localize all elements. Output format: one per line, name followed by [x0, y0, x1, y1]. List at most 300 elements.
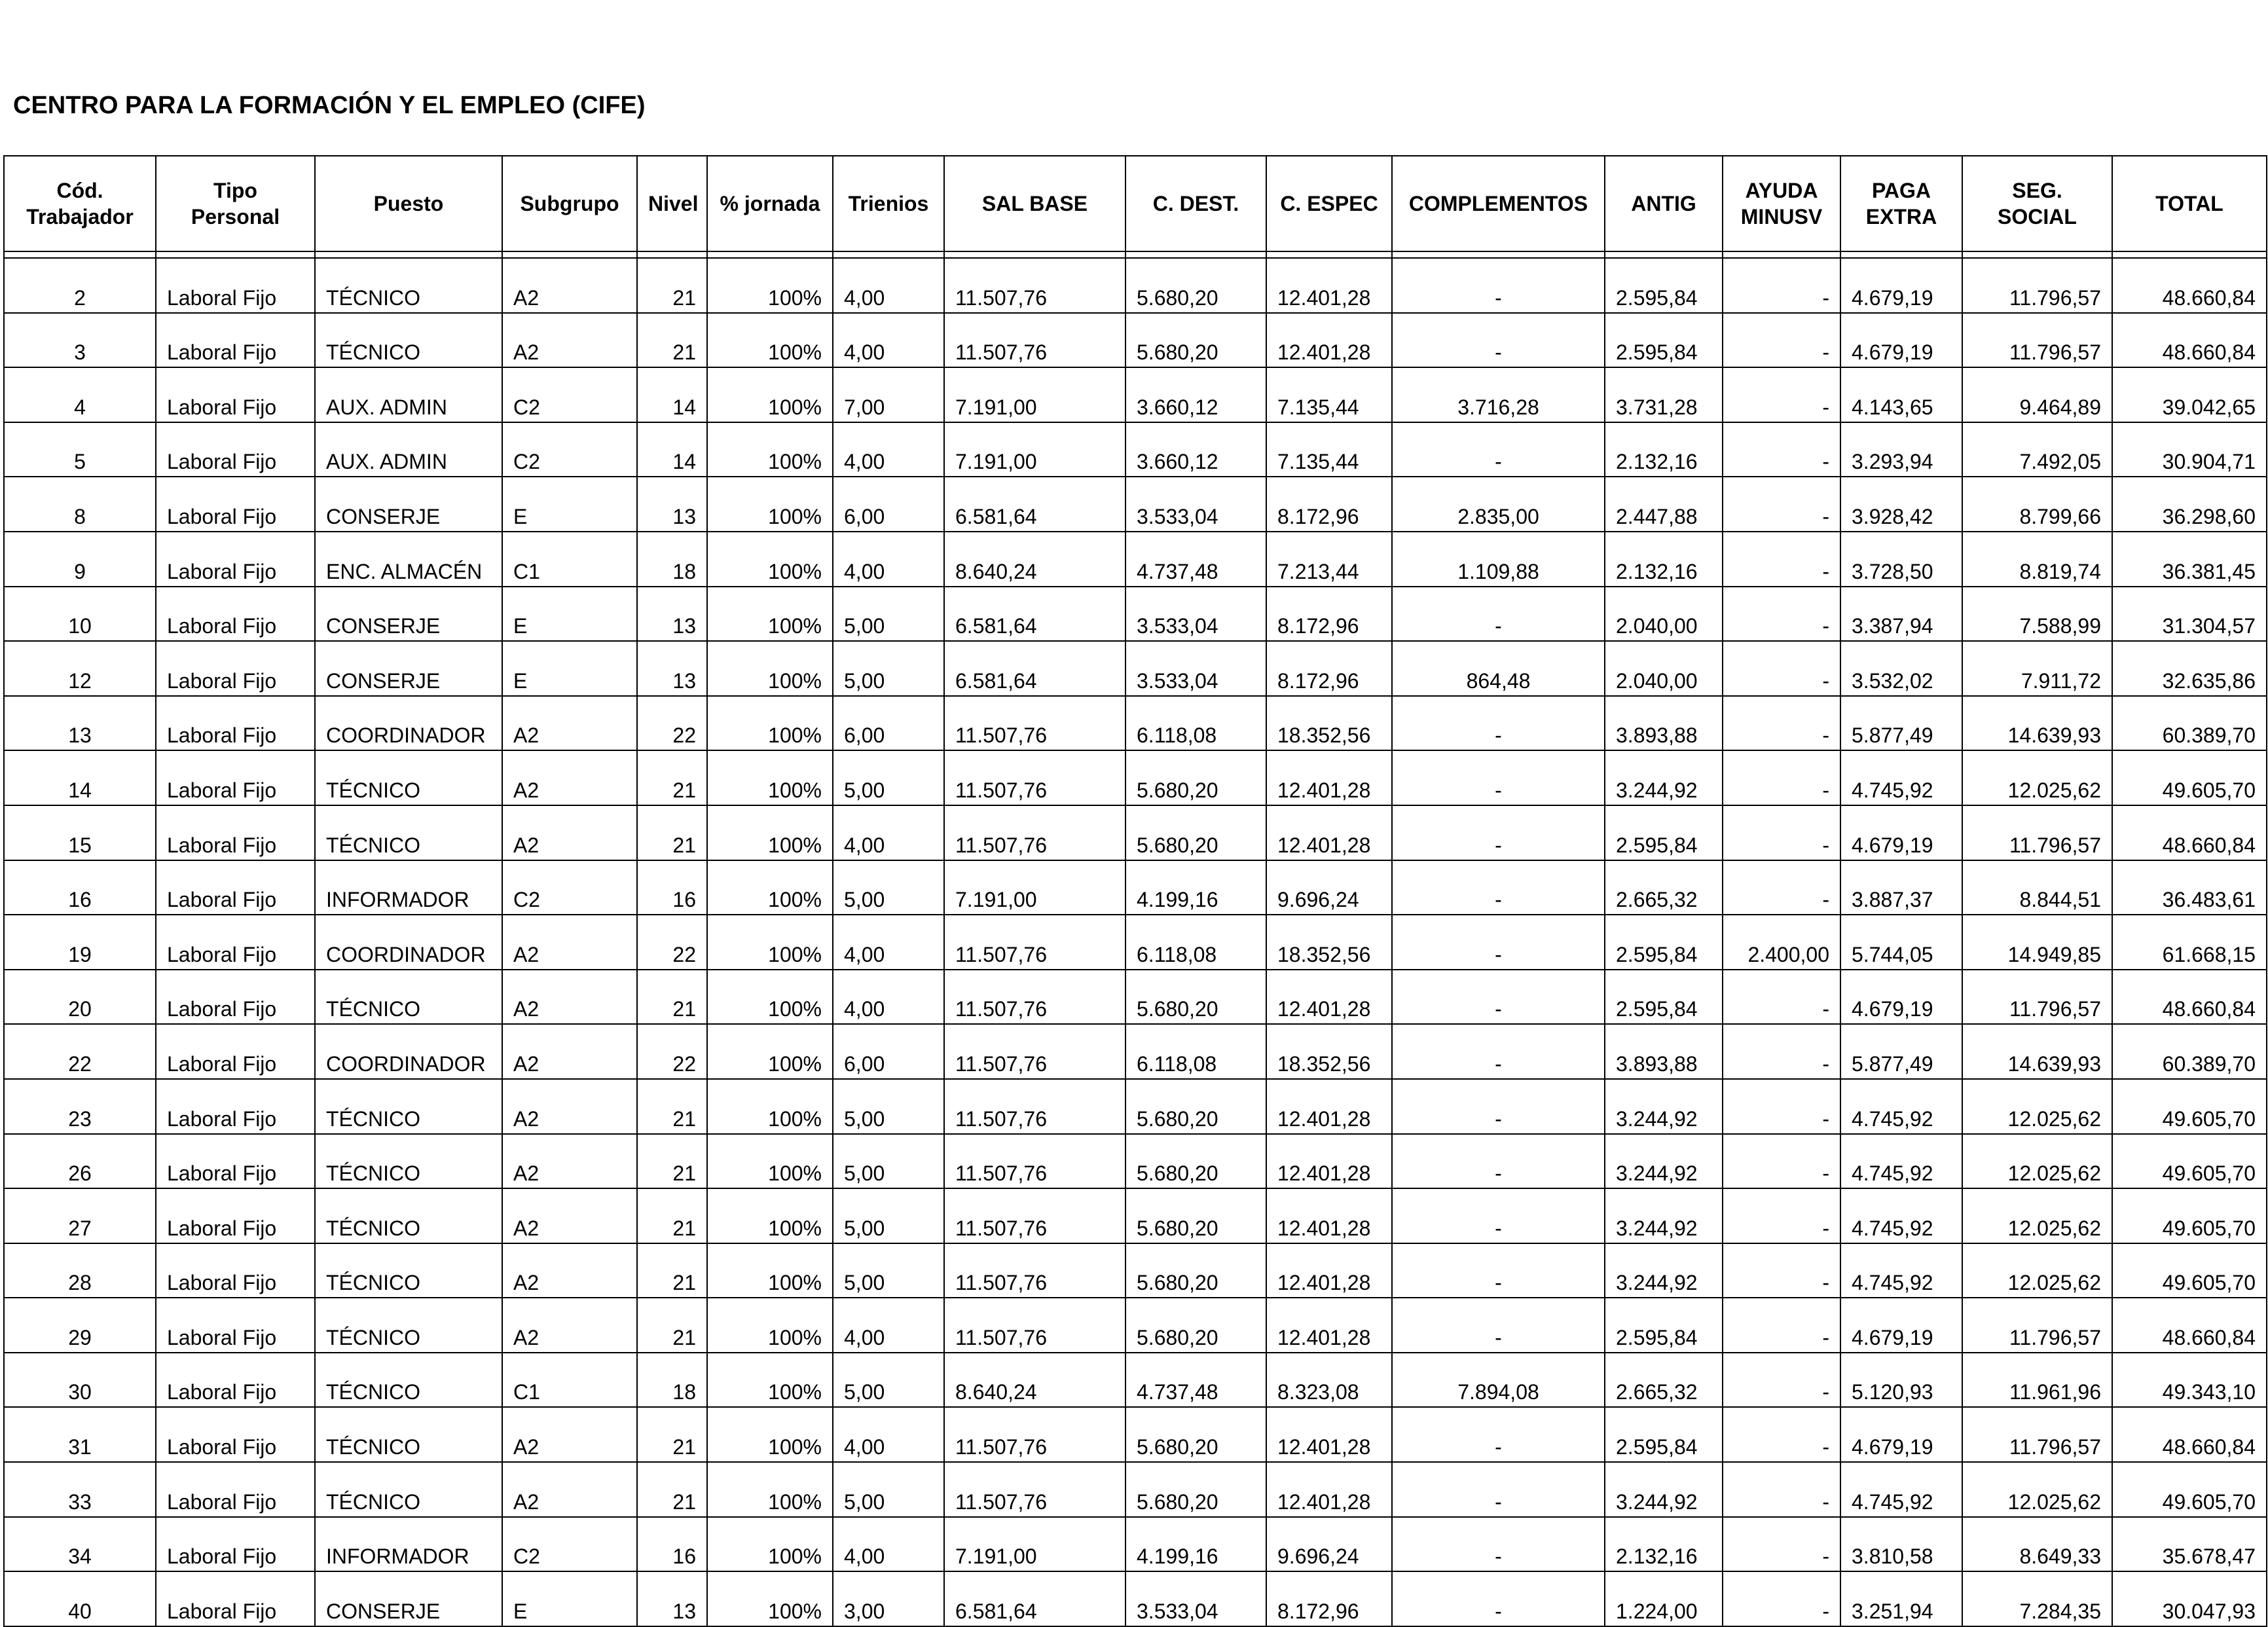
- cell-ayuda-minusv: -: [1723, 696, 1840, 751]
- cell-trienios: 4,00: [833, 422, 944, 477]
- cell-trienios: 7,00: [833, 367, 944, 422]
- cell-puesto: COORDINADOR: [315, 1024, 502, 1079]
- cell-antig: 3.731,28: [1605, 367, 1723, 422]
- cell-tipo-personal: Laboral Fijo: [156, 750, 315, 805]
- cell-sal-base: 11.507,76: [944, 258, 1125, 313]
- cell-ayuda-minusv: -: [1723, 1571, 1840, 1626]
- cell-c-espec: 12.401,28: [1266, 258, 1392, 313]
- cell-jornada: 100%: [707, 1188, 833, 1243]
- cell-sal-base: 11.507,76: [944, 1188, 1125, 1243]
- cell-c-espec: 12.401,28: [1266, 1243, 1392, 1298]
- cell-sal-base: 11.507,76: [944, 1243, 1125, 1298]
- cell-c-espec: 18.352,56: [1266, 1024, 1392, 1079]
- cell-c-espec: 7.135,44: [1266, 422, 1392, 477]
- cell-antig: 3.244,92: [1605, 1079, 1723, 1134]
- cell-nivel: 14: [637, 367, 707, 422]
- cell-antig: 2.132,16: [1605, 532, 1723, 587]
- cell-cod-trabajador: 13: [4, 696, 156, 751]
- cell-c-dest: 4.199,16: [1125, 1517, 1266, 1572]
- cell-seg-social: 14.949,85: [1962, 915, 2112, 970]
- cell-total: 32.635,86: [2112, 641, 2267, 696]
- cell-seg-social: 8.819,74: [1962, 532, 2112, 587]
- cell-puesto: TÉCNICO: [315, 1407, 502, 1462]
- cell-subgrupo: A2: [502, 1079, 637, 1134]
- header-spacer: [4, 251, 2267, 258]
- cell-tipo-personal: Laboral Fijo: [156, 1407, 315, 1462]
- cell-seg-social: 8.649,33: [1962, 1517, 2112, 1572]
- cell-c-dest: 5.680,20: [1125, 1134, 1266, 1189]
- col-header-total: TOTAL: [2112, 156, 2267, 251]
- cell-tipo-personal: Laboral Fijo: [156, 313, 315, 368]
- cell-subgrupo: A2: [502, 915, 637, 970]
- cell-complementos: -: [1392, 1407, 1605, 1462]
- cell-seg-social: 11.796,57: [1962, 805, 2112, 860]
- cell-jornada: 100%: [707, 1024, 833, 1079]
- cell-trienios: 6,00: [833, 696, 944, 751]
- cell-trienios: 5,00: [833, 587, 944, 642]
- cell-nivel: 13: [637, 641, 707, 696]
- cell-puesto: TÉCNICO: [315, 750, 502, 805]
- cell-c-espec: 12.401,28: [1266, 1134, 1392, 1189]
- cell-nivel: 21: [637, 805, 707, 860]
- cell-jornada: 100%: [707, 532, 833, 587]
- cell-nivel: 16: [637, 1517, 707, 1572]
- cell-puesto: CONSERJE: [315, 587, 502, 642]
- table-row: [4, 1079, 2267, 1134]
- cell-c-dest: 4.737,48: [1125, 532, 1266, 587]
- cell-jornada: 100%: [707, 1243, 833, 1298]
- cell-subgrupo: C1: [502, 1353, 637, 1408]
- cell-trienios: 5,00: [833, 641, 944, 696]
- cell-tipo-personal: Laboral Fijo: [156, 587, 315, 642]
- cell-paga-extra: 3.928,42: [1840, 477, 1962, 532]
- cell-antig: 2.595,84: [1605, 258, 1723, 313]
- cell-complementos: 7.894,08: [1392, 1353, 1605, 1408]
- cell-subgrupo: A2: [502, 258, 637, 313]
- cell-c-espec: 12.401,28: [1266, 1079, 1392, 1134]
- cell-cod-trabajador: 12: [4, 641, 156, 696]
- cell-nivel: 21: [637, 1407, 707, 1462]
- cell-nivel: 21: [637, 258, 707, 313]
- cell-ayuda-minusv: -: [1723, 860, 1840, 915]
- cell-tipo-personal: Laboral Fijo: [156, 1134, 315, 1189]
- cell-complementos: -: [1392, 1517, 1605, 1572]
- cell-antig: 3.244,92: [1605, 750, 1723, 805]
- cell-total: 36.381,45: [2112, 532, 2267, 587]
- col-header-complementos: COMPLEMENTOS: [1392, 156, 1605, 251]
- table-row: [4, 313, 2267, 368]
- cell-sal-base: 6.581,64: [944, 1571, 1125, 1626]
- cell-c-dest: 5.680,20: [1125, 805, 1266, 860]
- cell-subgrupo: A2: [502, 1407, 637, 1462]
- cell-cod-trabajador: 28: [4, 1243, 156, 1298]
- cell-subgrupo: A2: [502, 1024, 637, 1079]
- cell-c-espec: 12.401,28: [1266, 1407, 1392, 1462]
- cell-paga-extra: 3.532,02: [1840, 641, 1962, 696]
- cell-total: 48.660,84: [2112, 313, 2267, 368]
- cell-antig: 2.447,88: [1605, 477, 1723, 532]
- cell-antig: 2.595,84: [1605, 970, 1723, 1025]
- cell-puesto: CONSERJE: [315, 477, 502, 532]
- cell-ayuda-minusv: -: [1723, 805, 1840, 860]
- cell-c-espec: 12.401,28: [1266, 970, 1392, 1025]
- cell-c-dest: 5.680,20: [1125, 313, 1266, 368]
- table-row: [4, 258, 2267, 313]
- cell-ayuda-minusv: -: [1723, 258, 1840, 313]
- cell-puesto: INFORMADOR: [315, 860, 502, 915]
- cell-seg-social: 12.025,62: [1962, 1079, 2112, 1134]
- cell-c-dest: 5.680,20: [1125, 1243, 1266, 1298]
- cell-c-dest: 3.660,12: [1125, 367, 1266, 422]
- cell-nivel: 18: [637, 1353, 707, 1408]
- cell-nivel: 21: [637, 313, 707, 368]
- cell-ayuda-minusv: -: [1723, 1134, 1840, 1189]
- cell-complementos: -: [1392, 970, 1605, 1025]
- cell-cod-trabajador: 31: [4, 1407, 156, 1462]
- cell-c-espec: 18.352,56: [1266, 915, 1392, 970]
- cell-puesto: CONSERJE: [315, 1571, 502, 1626]
- cell-puesto: COORDINADOR: [315, 696, 502, 751]
- cell-jornada: 100%: [707, 313, 833, 368]
- table-row: [4, 1298, 2267, 1353]
- cell-seg-social: 11.796,57: [1962, 970, 2112, 1025]
- cell-complementos: -: [1392, 915, 1605, 970]
- cell-puesto: INFORMADOR: [315, 1517, 502, 1572]
- cell-nivel: 14: [637, 422, 707, 477]
- cell-total: 49.605,70: [2112, 1079, 2267, 1134]
- cell-trienios: 6,00: [833, 1024, 944, 1079]
- cell-paga-extra: 4.679,19: [1840, 1298, 1962, 1353]
- cell-ayuda-minusv: -: [1723, 1079, 1840, 1134]
- cell-sal-base: 11.507,76: [944, 1024, 1125, 1079]
- cell-tipo-personal: Laboral Fijo: [156, 1571, 315, 1626]
- col-header-ayuda-minusv: AYUDA MINUSV: [1723, 156, 1840, 251]
- table-row: [4, 1024, 2267, 1079]
- table-row: [4, 1134, 2267, 1189]
- cell-cod-trabajador: 40: [4, 1571, 156, 1626]
- cell-jornada: 100%: [707, 258, 833, 313]
- cell-seg-social: 7.492,05: [1962, 422, 2112, 477]
- cell-jornada: 100%: [707, 860, 833, 915]
- cell-antig: 3.893,88: [1605, 1024, 1723, 1079]
- cell-sal-base: 7.191,00: [944, 367, 1125, 422]
- cell-c-espec: 12.401,28: [1266, 313, 1392, 368]
- cell-subgrupo: A2: [502, 1298, 637, 1353]
- cell-paga-extra: 4.745,92: [1840, 1134, 1962, 1189]
- cell-complementos: 2.835,00: [1392, 477, 1605, 532]
- cell-complementos: 1.109,88: [1392, 532, 1605, 587]
- cell-jornada: 100%: [707, 1517, 833, 1572]
- cell-tipo-personal: Laboral Fijo: [156, 915, 315, 970]
- col-header-c-dest: C. DEST.: [1125, 156, 1266, 251]
- cell-ayuda-minusv: -: [1723, 970, 1840, 1025]
- cell-sal-base: 11.507,76: [944, 970, 1125, 1025]
- cell-cod-trabajador: 29: [4, 1298, 156, 1353]
- cell-paga-extra: 5.120,93: [1840, 1353, 1962, 1408]
- cell-paga-extra: 3.251,94: [1840, 1571, 1962, 1626]
- cell-subgrupo: A2: [502, 805, 637, 860]
- cell-subgrupo: C1: [502, 532, 637, 587]
- cell-puesto: TÉCNICO: [315, 1079, 502, 1134]
- cell-antig: 3.244,92: [1605, 1188, 1723, 1243]
- cell-complementos: -: [1392, 1079, 1605, 1134]
- cell-cod-trabajador: 27: [4, 1188, 156, 1243]
- cell-subgrupo: E: [502, 587, 637, 642]
- cell-ayuda-minusv: -: [1723, 367, 1840, 422]
- cell-nivel: 21: [637, 750, 707, 805]
- cell-seg-social: 11.796,57: [1962, 313, 2112, 368]
- cell-tipo-personal: Laboral Fijo: [156, 1188, 315, 1243]
- cell-c-espec: 8.172,96: [1266, 587, 1392, 642]
- cell-ayuda-minusv: 2.400,00: [1723, 915, 1840, 970]
- cell-puesto: TÉCNICO: [315, 313, 502, 368]
- table-row: [4, 477, 2267, 532]
- cell-total: 60.389,70: [2112, 696, 2267, 751]
- cell-seg-social: 12.025,62: [1962, 1188, 2112, 1243]
- cell-c-dest: 4.737,48: [1125, 1353, 1266, 1408]
- col-header-c-espec: C. ESPEC: [1266, 156, 1392, 251]
- cell-nivel: 13: [637, 1571, 707, 1626]
- col-header-sal-base: SAL BASE: [944, 156, 1125, 251]
- cell-paga-extra: 3.887,37: [1840, 860, 1962, 915]
- cell-antig: 3.893,88: [1605, 696, 1723, 751]
- cell-cod-trabajador: 9: [4, 532, 156, 587]
- cell-puesto: TÉCNICO: [315, 970, 502, 1025]
- cell-subgrupo: A2: [502, 1462, 637, 1517]
- cell-nivel: 21: [637, 1188, 707, 1243]
- cell-paga-extra: 4.143,65: [1840, 367, 1962, 422]
- cell-trienios: 4,00: [833, 1298, 944, 1353]
- cell-paga-extra: 4.745,92: [1840, 1079, 1962, 1134]
- cell-jornada: 100%: [707, 696, 833, 751]
- cell-subgrupo: C2: [502, 367, 637, 422]
- table-row: [4, 970, 2267, 1025]
- cell-cod-trabajador: 15: [4, 805, 156, 860]
- cell-total: 49.605,70: [2112, 1188, 2267, 1243]
- cell-subgrupo: A2: [502, 1188, 637, 1243]
- cell-tipo-personal: Laboral Fijo: [156, 805, 315, 860]
- cell-total: 48.660,84: [2112, 1298, 2267, 1353]
- cell-nivel: 21: [637, 1243, 707, 1298]
- cell-paga-extra: 5.877,49: [1840, 696, 1962, 751]
- cell-seg-social: 12.025,62: [1962, 1134, 2112, 1189]
- cell-puesto: TÉCNICO: [315, 1134, 502, 1189]
- cell-cod-trabajador: 33: [4, 1462, 156, 1517]
- cell-c-espec: 12.401,28: [1266, 1188, 1392, 1243]
- cell-jornada: 100%: [707, 1079, 833, 1134]
- cell-jornada: 100%: [707, 367, 833, 422]
- table-row: [4, 860, 2267, 915]
- cell-tipo-personal: Laboral Fijo: [156, 422, 315, 477]
- cell-subgrupo: A2: [502, 750, 637, 805]
- cell-nivel: 13: [637, 587, 707, 642]
- cell-sal-base: 11.507,76: [944, 696, 1125, 751]
- cell-antig: 2.132,16: [1605, 422, 1723, 477]
- cell-complementos: -: [1392, 422, 1605, 477]
- cell-sal-base: 8.640,24: [944, 532, 1125, 587]
- table-row: [4, 1571, 2267, 1626]
- cell-subgrupo: C2: [502, 1517, 637, 1572]
- cell-paga-extra: 5.877,49: [1840, 1024, 1962, 1079]
- cell-trienios: 3,00: [833, 1571, 944, 1626]
- cell-seg-social: 8.799,66: [1962, 477, 2112, 532]
- cell-paga-extra: 4.679,19: [1840, 805, 1962, 860]
- cell-c-dest: 5.680,20: [1125, 1079, 1266, 1134]
- cell-jornada: 100%: [707, 587, 833, 642]
- cell-tipo-personal: Laboral Fijo: [156, 1353, 315, 1408]
- cell-antig: 2.595,84: [1605, 915, 1723, 970]
- cell-antig: 2.595,84: [1605, 805, 1723, 860]
- cell-c-dest: 5.680,20: [1125, 1298, 1266, 1353]
- cell-seg-social: 11.796,57: [1962, 1298, 2112, 1353]
- cell-c-dest: 4.199,16: [1125, 860, 1266, 915]
- cell-sal-base: 11.507,76: [944, 1134, 1125, 1189]
- table-row: [4, 1353, 2267, 1408]
- cell-antig: 2.595,84: [1605, 313, 1723, 368]
- cell-tipo-personal: Laboral Fijo: [156, 1024, 315, 1079]
- cell-antig: 2.040,00: [1605, 587, 1723, 642]
- cell-complementos: 864,48: [1392, 641, 1605, 696]
- table-row: [4, 805, 2267, 860]
- cell-subgrupo: E: [502, 641, 637, 696]
- cell-sal-base: 8.640,24: [944, 1353, 1125, 1408]
- cell-trienios: 5,00: [833, 1353, 944, 1408]
- cell-cod-trabajador: 19: [4, 915, 156, 970]
- cell-tipo-personal: Laboral Fijo: [156, 641, 315, 696]
- cell-c-dest: 5.680,20: [1125, 750, 1266, 805]
- col-header-antig: ANTIG: [1605, 156, 1723, 251]
- cell-c-espec: 8.172,96: [1266, 641, 1392, 696]
- cell-sal-base: 7.191,00: [944, 860, 1125, 915]
- cell-c-dest: 5.680,20: [1125, 1188, 1266, 1243]
- cell-complementos: -: [1392, 1024, 1605, 1079]
- cell-complementos: -: [1392, 313, 1605, 368]
- cell-c-dest: 5.680,20: [1125, 1462, 1266, 1517]
- cell-complementos: -: [1392, 1462, 1605, 1517]
- cell-complementos: -: [1392, 1571, 1605, 1626]
- cell-trienios: 6,00: [833, 477, 944, 532]
- cell-jornada: 100%: [707, 915, 833, 970]
- cell-paga-extra: 3.293,94: [1840, 422, 1962, 477]
- cell-c-espec: 9.696,24: [1266, 860, 1392, 915]
- cell-c-dest: 5.680,20: [1125, 1407, 1266, 1462]
- cell-total: 35.678,47: [2112, 1517, 2267, 1572]
- cell-cod-trabajador: 26: [4, 1134, 156, 1189]
- cell-seg-social: 7.284,35: [1962, 1571, 2112, 1626]
- cell-subgrupo: A2: [502, 1134, 637, 1189]
- cell-total: 60.389,70: [2112, 1024, 2267, 1079]
- cell-seg-social: 11.796,57: [1962, 1407, 2112, 1462]
- cell-trienios: 4,00: [833, 970, 944, 1025]
- cell-trienios: 5,00: [833, 1243, 944, 1298]
- cell-antig: 3.244,92: [1605, 1243, 1723, 1298]
- cell-puesto: AUX. ADMIN: [315, 367, 502, 422]
- cell-jornada: 100%: [707, 1571, 833, 1626]
- cell-nivel: 18: [637, 532, 707, 587]
- cell-paga-extra: 4.679,19: [1840, 313, 1962, 368]
- cell-nivel: 21: [637, 970, 707, 1025]
- cell-c-espec: 7.213,44: [1266, 532, 1392, 587]
- cell-c-espec: 12.401,28: [1266, 750, 1392, 805]
- table-row: [4, 1517, 2267, 1572]
- cell-cod-trabajador: 8: [4, 477, 156, 532]
- cell-seg-social: 14.639,93: [1962, 1024, 2112, 1079]
- col-header-trienios: Trienios: [833, 156, 944, 251]
- cell-total: 30.904,71: [2112, 422, 2267, 477]
- cell-trienios: 4,00: [833, 1517, 944, 1572]
- cell-puesto: TÉCNICO: [315, 1298, 502, 1353]
- cell-paga-extra: 3.387,94: [1840, 587, 1962, 642]
- cell-ayuda-minusv: -: [1723, 1298, 1840, 1353]
- cell-antig: 3.244,92: [1605, 1134, 1723, 1189]
- cell-total: 49.605,70: [2112, 1134, 2267, 1189]
- cell-nivel: 21: [637, 1462, 707, 1517]
- cell-paga-extra: 5.744,05: [1840, 915, 1962, 970]
- cell-puesto: AUX. ADMIN: [315, 422, 502, 477]
- table-row: [4, 750, 2267, 805]
- cell-c-espec: 18.352,56: [1266, 696, 1392, 751]
- table-row: [4, 367, 2267, 422]
- cell-jornada: 100%: [707, 1407, 833, 1462]
- cell-complementos: -: [1392, 1243, 1605, 1298]
- cell-cod-trabajador: 14: [4, 750, 156, 805]
- cell-c-dest: 6.118,08: [1125, 1024, 1266, 1079]
- cell-trienios: 5,00: [833, 750, 944, 805]
- cell-jornada: 100%: [707, 1134, 833, 1189]
- cell-tipo-personal: Laboral Fijo: [156, 1079, 315, 1134]
- cell-puesto: TÉCNICO: [315, 1188, 502, 1243]
- salary-table: [3, 155, 2267, 1627]
- cell-tipo-personal: Laboral Fijo: [156, 1298, 315, 1353]
- cell-c-dest: 3.533,04: [1125, 641, 1266, 696]
- cell-seg-social: 12.025,62: [1962, 1462, 2112, 1517]
- cell-subgrupo: A2: [502, 970, 637, 1025]
- cell-total: 30.047,93: [2112, 1571, 2267, 1626]
- cell-ayuda-minusv: -: [1723, 1353, 1840, 1408]
- cell-ayuda-minusv: -: [1723, 1024, 1840, 1079]
- cell-tipo-personal: Laboral Fijo: [156, 970, 315, 1025]
- cell-c-dest: 3.533,04: [1125, 587, 1266, 642]
- cell-total: 36.298,60: [2112, 477, 2267, 532]
- cell-complementos: -: [1392, 696, 1605, 751]
- table-row: [4, 915, 2267, 970]
- cell-cod-trabajador: 10: [4, 587, 156, 642]
- cell-c-dest: 6.118,08: [1125, 696, 1266, 751]
- cell-seg-social: 14.639,93: [1962, 696, 2112, 751]
- cell-c-dest: 3.660,12: [1125, 422, 1266, 477]
- cell-nivel: 22: [637, 696, 707, 751]
- cell-total: 48.660,84: [2112, 805, 2267, 860]
- cell-nivel: 13: [637, 477, 707, 532]
- cell-total: 48.660,84: [2112, 258, 2267, 313]
- cell-nivel: 16: [637, 860, 707, 915]
- cell-cod-trabajador: 5: [4, 422, 156, 477]
- cell-puesto: COORDINADOR: [315, 915, 502, 970]
- cell-paga-extra: 4.745,92: [1840, 750, 1962, 805]
- cell-ayuda-minusv: -: [1723, 422, 1840, 477]
- cell-complementos: 3.716,28: [1392, 367, 1605, 422]
- cell-jornada: 100%: [707, 1462, 833, 1517]
- table-row: [4, 1243, 2267, 1298]
- cell-cod-trabajador: 23: [4, 1079, 156, 1134]
- cell-trienios: 4,00: [833, 805, 944, 860]
- cell-jornada: 100%: [707, 477, 833, 532]
- cell-seg-social: 11.796,57: [1962, 258, 2112, 313]
- cell-trienios: 4,00: [833, 258, 944, 313]
- cell-cod-trabajador: 34: [4, 1517, 156, 1572]
- cell-c-espec: 9.696,24: [1266, 1517, 1392, 1572]
- cell-paga-extra: 4.745,92: [1840, 1188, 1962, 1243]
